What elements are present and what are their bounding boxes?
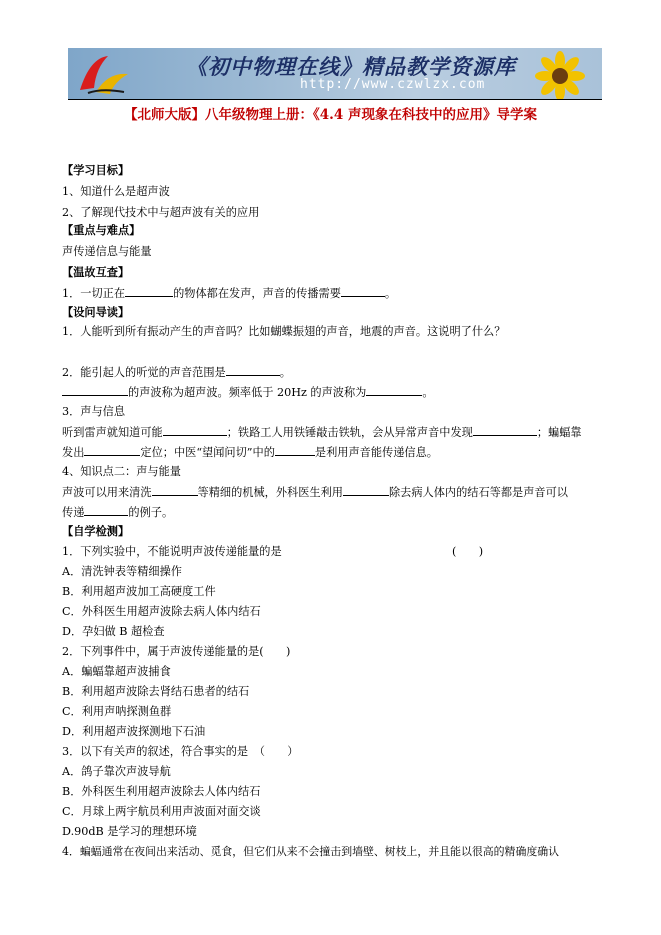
review-question-1: 1．一切正在 的物体都在发声，声音的传播需要 。 — [62, 287, 397, 300]
answer-blank[interactable] — [226, 364, 280, 376]
option-a: A．蝙蝠靠超声波捕食 — [62, 665, 171, 678]
header-rule — [68, 99, 602, 100]
option-d: D．孕妇做 B 超检查 — [62, 625, 165, 638]
option-b: B．利用超声波加工高硬度工件 — [62, 585, 216, 598]
test-question-3: 3．以下有关声的叙述，符合事实的是 （ ） — [62, 745, 299, 758]
option-a: A．鸽子靠次声波导航 — [62, 765, 171, 778]
answer-blank[interactable] — [343, 484, 389, 496]
test-question-1: 1．下列实验中，不能说明声波传递能量的是 — [62, 545, 282, 558]
banner-title: 《初中物理在线》精品教学资源库 — [186, 54, 516, 79]
section-heading-objectives: 【学习目标】 — [62, 163, 130, 177]
option-c: C．外科医生用超声波除去病人体内结石 — [62, 605, 261, 618]
answer-parentheses[interactable]: ( ) — [452, 545, 484, 558]
document-title: 【北师大版】八年级物理上册：《4.4 声现象在科技中的应用》导学案 — [124, 107, 537, 123]
answer-blank[interactable] — [152, 484, 198, 496]
guided-section-4: 4、知识点二：声与能量 — [62, 465, 181, 478]
option-c: C．利用声呐探测鱼群 — [62, 705, 172, 718]
answer-blank[interactable] — [84, 504, 128, 516]
header-banner — [68, 48, 602, 99]
guided-question-3-cont: 发出 定位；中医“望闻问切”中的 是利用声音能传递信息。 — [62, 446, 438, 459]
option-b: B．利用超声波除去肾结石患者的结石 — [62, 685, 250, 698]
answer-blank[interactable] — [341, 285, 385, 297]
answer-blank[interactable] — [125, 285, 173, 297]
section-heading-self-test: 【自学检测】 — [62, 524, 130, 538]
answer-blank[interactable] — [163, 424, 227, 436]
objective-2: 2、了解现代技术中与超声波有关的应用 — [62, 206, 260, 219]
key-point-text: 声传递信息与能量 — [62, 245, 152, 258]
site-logo-icon — [74, 52, 132, 96]
option-c: C．月球上两宇航员利用声波面对面交谈 — [62, 805, 261, 818]
guided-section-3: 3．声与信息 — [62, 405, 126, 418]
answer-blank[interactable] — [275, 444, 315, 456]
answer-blank[interactable] — [473, 424, 537, 436]
answer-blank[interactable] — [366, 384, 422, 396]
guided-question-3: 听到雷声就知道可能 ；铁路工人用铁锤敲击铁轨，会从异常声音中发现 ；蝙蝠靠 — [62, 426, 582, 439]
section-heading-key-points: 【重点与难点】 — [62, 223, 141, 237]
guided-question-2-cont: 的声波称为超声波。频率低于 20Hz 的声波称为 。 — [62, 384, 434, 400]
guided-question-4-cont: 传递 的例子。 — [62, 506, 174, 519]
guided-question-4: 声波可以用来清洗 等精细的机械，外科医生利用 除去病人体内的结石等都是声音可以 — [62, 486, 568, 499]
answer-blank[interactable] — [62, 384, 128, 396]
option-d: D.90dB 是学习的理想环境 — [62, 825, 197, 838]
objective-1: 1、知道什么是超声波 — [62, 185, 170, 198]
sunflower-icon — [520, 48, 598, 99]
answer-blank[interactable] — [84, 444, 140, 456]
guided-question-1: 1．人能听到所有振动产生的声音吗？比如蝴蝶振翅的声音，地震的声音。这说明了什么？ — [62, 325, 506, 338]
test-question-2: 2．下列事件中，属于声波传递能量的是( ) — [62, 645, 291, 658]
option-d: D．利用超声波探测地下石油 — [62, 725, 206, 738]
test-question-4: 4．蝙蝠通常在夜间出来活动、觅食，但它们从来不会撞击到墙壁、树枝上，并且能以很高的精确度确认 — [62, 845, 560, 858]
section-heading-guided-questions: 【设问导读】 — [62, 305, 130, 319]
option-b: B．外科医生利用超声波除去人体内结石 — [62, 785, 261, 798]
banner-url[interactable]: http://www.czwlzx.com — [300, 77, 486, 92]
section-heading-review: 【温故互查】 — [62, 265, 130, 279]
option-a: A．清洗钟表等精细操作 — [62, 565, 182, 578]
guided-question-2: 2．能引起人的听觉的声音范围是 。 — [62, 366, 291, 379]
